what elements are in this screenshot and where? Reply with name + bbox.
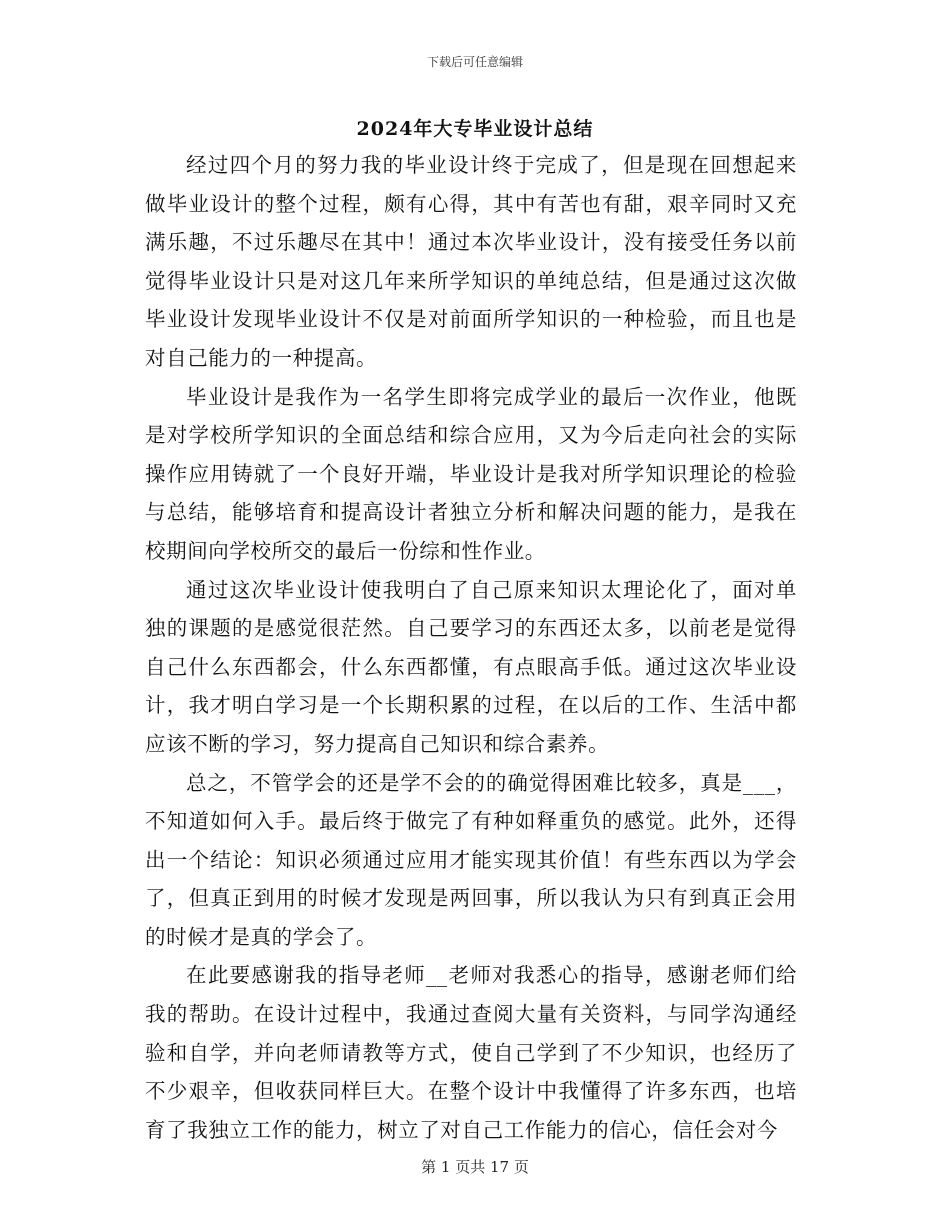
page-number-indicator: 第 1 页共 17 页 [421, 1158, 529, 1176]
paragraph-4: 总之，不管学会的还是学不会的的确觉得困难比较多，真是___，不知道如何入手。最后终于做完了有种如释重负的感觉。此外，还得出一个结论：知识必须通过应用才能实现其价值！有些东西以为学会了，但真正到用的时候才发现是两回事，所以我认为只有到真正会用的时候才是真的学会了。 [145, 770, 797, 949]
document-title: 2024年大专毕业设计总结 [356, 118, 594, 140]
paragraph-3: 通过这次毕业设计使我明白了自己原来知识太理论化了，面对单独的课题的是感觉很茫然。自己要学习的东西还太多，以前老是觉得自己什么东西都会，什么东西都懂，有点眼高手低。通过这次毕业设计，我才明白学习是一个长期积累的过程，在以后的工作、生活中都应该不断的学习，努力提高自己知识和综合素养。 [145, 577, 797, 756]
paragraph-5: 在此要感谢我的指导老师__老师对我悉心的指导，感谢老师们给我的帮助。在设计过程中，我通过查阅大量有关资料，与同学沟通经验和自学，并向老师请教等方式，使自己学到了不少知识，也经历了不少艰辛，但收获同样巨大。在整个设计中我懂得了许多东西，也培育了我独立工作的能力，树立了对自己工作能力的信心，信任会对今 [145, 963, 797, 1142]
paragraph-1: 经过四个月的努力我的毕业设计终于完成了，但是现在回想起来做毕业设计的整个过程，颇有心得，其中有苦也有甜，艰辛同时又充满乐趣，不过乐趣尽在其中！通过本次毕业设计，没有接受任务以前觉得毕业设计只是对这几年来所学知识的单纯总结，但是通过这次做毕业设计发现毕业设计不仅是对前面所学知识的一种检验，而且也是对自己能力的一种提高。 [145, 153, 797, 370]
page-header-note: 下载后可任意编辑 [426, 55, 523, 69]
document-body [145, 146, 797, 1149]
paragraph-2: 毕业设计是我作为一名学生即将完成学业的最后一次作业，他既是对学校所学知识的全面总结和综合应用，又为今后走向社会的实际操作应用铸就了一个良好开端，毕业设计是我对所学知识理论的检验与总结，能够培育和提高设计者独立分析和解决问题的能力，是我在校期间向学校所交的最后一份综和性作业。 [145, 384, 797, 563]
